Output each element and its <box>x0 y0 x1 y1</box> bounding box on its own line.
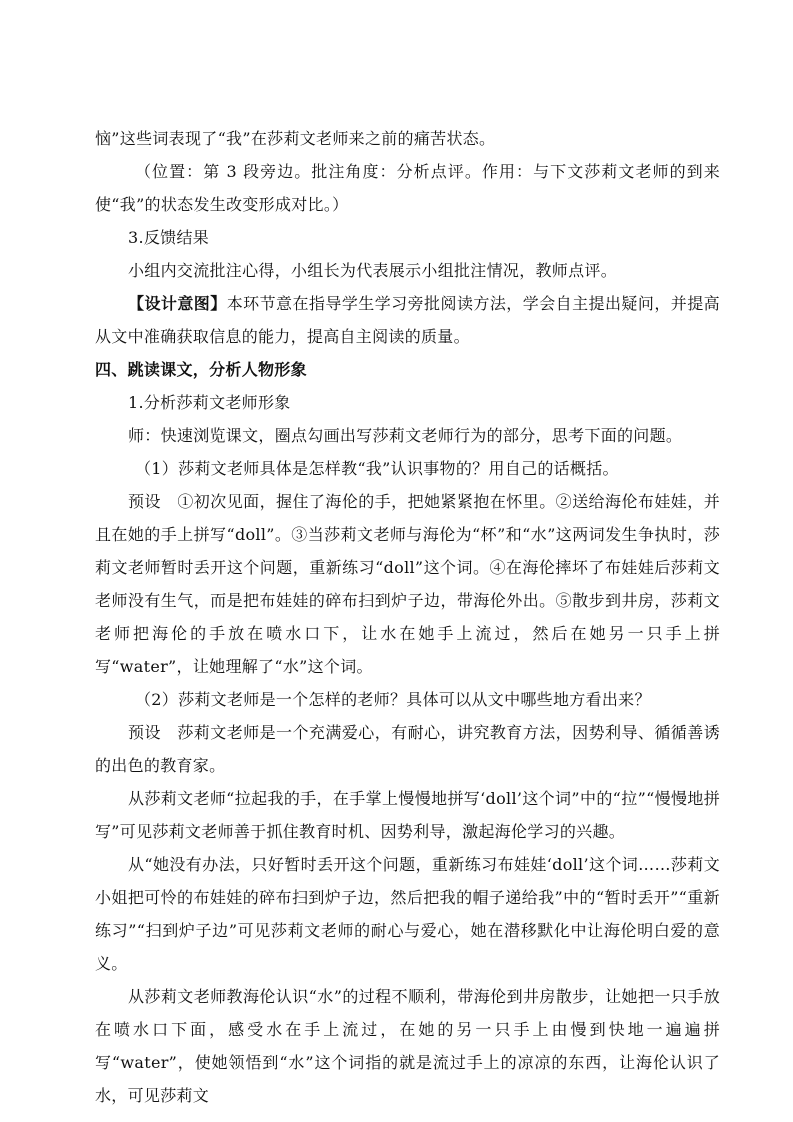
paragraph: 师：快速浏览课文，圈点勾画出写莎莉文老师行为的部分，思考下面的问题。 <box>128 426 683 445</box>
answer-preset: 预设 ①初次见面，握住了海伦的手，把她紧紧抱在怀里。②送给海伦布娃娃，并且在她的手上拼写“doll”。③当莎莉文老师与海伦为“杯”和“水”这两词发生争执时，莎莉文老师暂时丢开这个问题，重新练习“doll”这个词。④在海伦摔坏了布娃娃后莎莉文老师没有生气，而是把布娃娃的碎布扫到炉子边，带海伦外出。⑤散步到井房，莎莉文老师把海伦的手放在喷水口下，让水在她手上流过，然后在她另一只手上拼写“water”，让她理解了“水”这个词。 <box>95 492 720 676</box>
answer-preset: 预设 莎莉文老师是一个充满爱心，有耐心，讲究教育方法，因势利导、循循善诱的出色的教育家。 <box>95 723 720 775</box>
question: （1）莎莉文老师具体是怎样教“我”认识事物的？用自己的话概括。 <box>135 459 619 478</box>
paragraph: 从“她没有办法，只好暂时丢开这个问题，重新练习布娃娃‘doll’这个词……莎莉文小姐把可怜的布娃娃的碎布扫到炉子边，然后把我的帽子递给我”中的“暂时丢开”“重新练习”“扫到炉子边”可见莎莉文老师的耐心与爱心，她在潜移默化中让海伦明白爱的意义。 <box>95 855 720 973</box>
question: （2）莎莉文老师是一个怎样的老师？具体可以从文中哪些地方看出来？ <box>135 690 651 709</box>
subsection-title: 1.分析莎莉文老师形象 <box>128 393 291 412</box>
annotation-note: （位置：第 3 段旁边。批注角度：分析点评。作用：与下文莎莉文老师的到来使“我”的状态发生改变形成对比。） <box>95 162 720 214</box>
section-heading: 四、跳读课文，分析人物形象 <box>95 360 307 379</box>
document-body <box>95 122 720 1112</box>
design-intent-text: 本环节意在指导学生学习旁批阅读方法，学会自主提出疑问，并提高从文中准确获取信息的能力，提高自主阅读的质量。 <box>95 294 720 346</box>
paragraph: 小组内交流批注心得，小组长为代表展示小组批注情况，教师点评。 <box>128 261 618 280</box>
design-intent-paragraph <box>95 287 720 353</box>
subsection-title: 3.反馈结果 <box>128 228 210 247</box>
paragraph: 从莎莉文老师教海伦认识“水”的过程不顺利，带海伦到井房散步，让她把一只手放在喷水口下面，感受水在手上流过，在她的另一只手上由慢到快地一遍遍拼写“water”，使她领悟到“水”这个词指的就是流过手上的凉凉的东西，让海伦认识了水，可见莎莉文 <box>95 987 720 1105</box>
paragraph: 恼”这些词表现了“我”在莎莉文老师来之前的痛苦状态。 <box>95 129 496 148</box>
paragraph: 从莎莉文老师“拉起我的手，在手掌上慢慢地拼写‘doll’这个词”中的“拉”“慢慢地拼写”可见莎莉文老师善于抓住教育时机、因势利导，激起海伦学习的兴趣。 <box>95 789 720 841</box>
design-intent-label: 【设计意图】 <box>128 294 227 313</box>
